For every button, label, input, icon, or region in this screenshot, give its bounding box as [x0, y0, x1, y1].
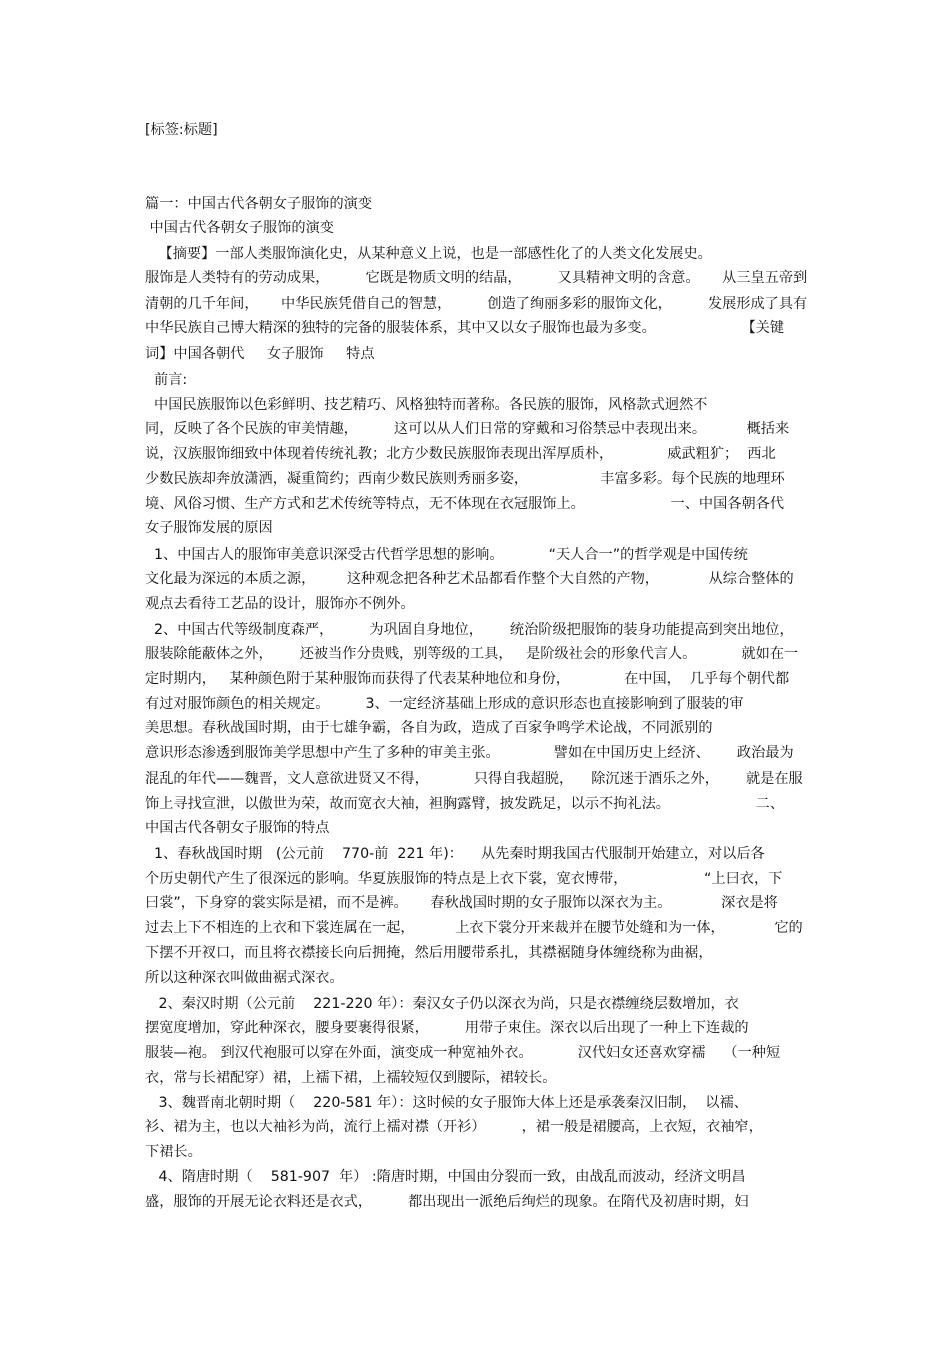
text-line: 所以这种深衣叫做曲裾式深衣。: [145, 970, 344, 986]
text-line: 混乱的年代——魏晋，文人意欲进贤又不得， 只得自我超脱， 除沉迷于酒乐之外， 就是在服: [145, 771, 803, 787]
text-line: 有过对服饰颜色的相关规定。 3、一定经济基础上形成的意识形态也直接影响到了服装的审: [145, 696, 744, 712]
text-line: 清朝的几千年间， 中华民族凭借自己的智慧， 创造了绚丽多彩的服饰文化， 发展形成了具有: [145, 296, 808, 312]
text-line: 饰上寻找宣泄，以傲世为荣，故而宽衣大袖，袒胸露臂，披发跣足，以示不拘礼法。 二、: [145, 796, 785, 812]
text-line: 盛，服饰的开展无论衣料还是衣式， 都出现出一派绝后绚烂的现象。在隋代及初唐时期，妇: [145, 1194, 749, 1210]
text-line: 1、中国古人的服饰审美意识深受古代哲学思想的影响。 “天人合一”的哲学观是中国传统: [145, 547, 748, 563]
text-line: 下裙长。: [145, 1144, 202, 1160]
text-line: 4、隋唐时期（ 581-907 年） :隋唐时期，中国由分裂而一致，由战乱而波动，经济文明昌: [145, 1169, 746, 1185]
section-heading: 前言:: [145, 372, 188, 388]
text-line: 下摆不开衩口，而且将衣襟接长向后拥掩，然后用腰带系扎，其襟裾随身体缠绕称为曲裾，: [145, 945, 713, 961]
text-line: 女子服饰发展的原因: [145, 520, 273, 536]
article-subtitle: 中国古代各朝女子服饰的演变: [145, 220, 334, 236]
text-line: 同，反映了各个民族的审美情趣， 这可以从人们日常的穿戴和习俗禁忌中表现出来。 概括来: [145, 421, 790, 437]
text-line: 美思想。春秋战国时期，由于七雄争霸，各自为政，造成了百家争鸣学术论战，不同派别的: [145, 720, 713, 736]
text-line: 境、风俗习惯、生产方式和艺术传统等特点，无不体现在衣冠服饰上。 一、中国各朝各代: [145, 496, 785, 512]
text-line: 过去上下不相连的上衣和下裳连属在一起， 上衣下裳分开来裁并在腰节处缝和为一体， 它的: [145, 920, 803, 936]
text-line: 中华民族自己博大精深的独特的完备的服装体系，其中又以女子服饰也最为多变。 【关键: [145, 320, 785, 336]
text-line: 2、中国古代等级制度森严， 为巩固自身地位， 统治阶级把服饰的装身功能提高到突出地位，: [145, 622, 794, 638]
text-line: 文化最为深远的本质之源， 这种观念把各种艺术品都看作整个大自然的产物， 从综合整体的: [145, 571, 794, 587]
text-line: 服装除能蔽体之外， 还被当作分贵贱，别等级的工具， 是阶级社会的形象代言人。 就如在一: [145, 646, 799, 662]
text-line: 1、春秋战国时期 (公元前 770-前 221 年)： 从先秦时期我国古代服制开始建立，对以后各: [145, 846, 765, 862]
text-line: 3、魏晋南北朝时期（ 220-581 年）：这时候的女子服饰大体上还是承袭秦汉旧制， 以襦、: [145, 1095, 748, 1111]
text-line: 2、秦汉时期（公元前 221-220 年）：秦汉女子仍以深衣为尚，只是衣襟缠绕层数增加，衣: [145, 996, 739, 1012]
text-line: 意识形态渗透到服饰美学思想中产生了多种的审美主张。 譬如在中国历史上经济、 政治最为: [145, 745, 794, 761]
tag-label: [标签:标题]: [145, 122, 218, 138]
text-line: 摆宽度增加，穿此种深衣，腰身要裹得很紧， 用带子束住。深衣以后出现了一种上下连裁的: [145, 1020, 749, 1036]
text-line: 【摘要】一部人类服饰演化史，从某种意义上说，也是一部感性化了的人类文化发展史。: [145, 246, 712, 262]
text-line: 个历史朝代产生了很深远的影响。华夏族服饰的特点是上衣下裳，宽衣博带， “上曰衣，下: [145, 871, 783, 887]
text-line: 少数民族却奔放潇洒，凝重简约；西南少数民族则秀丽多姿， 丰富多彩。每个民族的地理环: [145, 471, 785, 487]
text-line: 服装—袍。 到汉代袍服可以穿在外面，演变成一种宽袖外衣。 汉代妇女还喜欢穿襦 （一种短: [145, 1045, 781, 1061]
text-line: 曰裳”，下身穿的裳实际是裙，而不是裤。 春秋战国时期的女子服饰以深衣为主。 深衣是将: [145, 895, 778, 911]
text-line: 中国民族服饰以色彩鲜明、技艺精巧、风格独特而著称。各民族的服饰，风格款式迥然不: [145, 397, 708, 413]
text-line: 词】中国各朝代 女子服饰 特点: [145, 346, 375, 362]
text-line: 衫、裙为主，也以大袖衫为尚，流行上襦对襟（开衫） ，裙一般是裙腰高，上衣短，衣袖窄，: [145, 1119, 763, 1135]
text-line: 说，汉族服饰细致中体现着传统礼教；北方少数民族服饰表现出浑厚质朴， 威武粗犷； 西北: [145, 446, 776, 462]
text-line: 定时期内， 某种颜色附于某种服饰而获得了代表某种地位和身份， 在中国， 几乎每个朝代都: [145, 671, 790, 687]
text-line: 衣，常与长裙配穿）裙，上襦下裙，上襦较短仅到腰际，裙较长。: [145, 1070, 557, 1086]
text-line: 观点去看待工艺品的设计，服饰亦不例外。: [145, 596, 415, 612]
text-line: 服饰是人类特有的劳动成果， 它既是物质文明的结晶， 又具精神文明的含意。 从三皇五帝到: [145, 270, 808, 286]
text-line: 中国古代各朝女子服饰的特点: [145, 820, 330, 836]
article-heading: 篇一：中国古代各朝女子服饰的演变: [145, 196, 373, 212]
